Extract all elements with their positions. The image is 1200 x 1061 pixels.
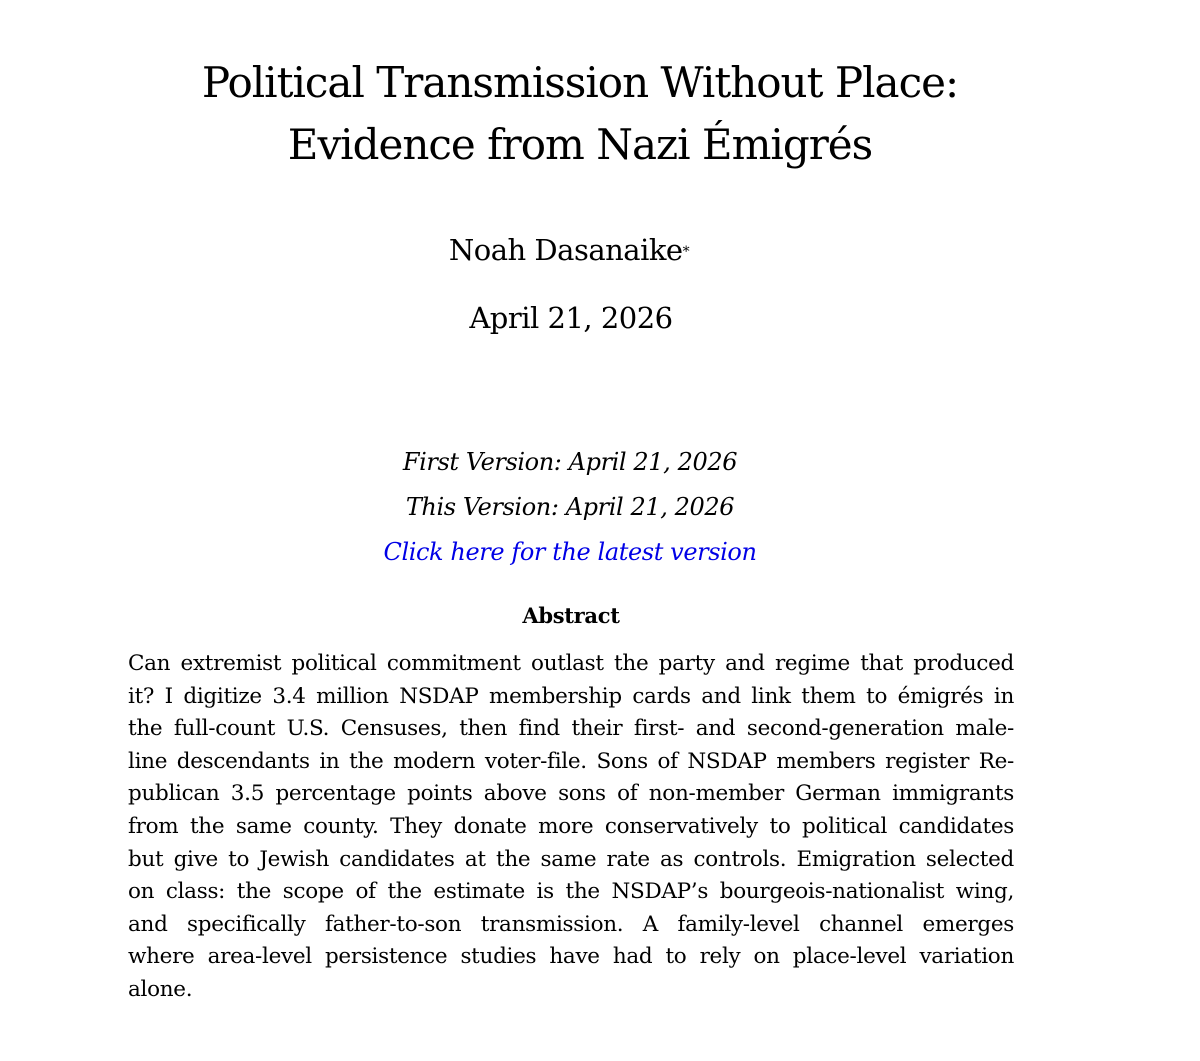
title-line-2: Evidence from Nazi Émigrés <box>287 120 873 169</box>
abstract-line: publican 3.5 percentage points above sons of non-member German immigrants <box>128 781 1014 807</box>
version-info <box>0 440 1140 575</box>
abstract-line: line descendants in the modern voter-file. Sons of NSDAP members register Re- <box>128 748 1014 774</box>
paper-title <box>0 52 1160 176</box>
author-line <box>0 230 1138 270</box>
abstract-line: it? I digitize 3.4 million NSDAP membership cards and link them to émigrés in <box>128 683 1014 709</box>
latest-version-link[interactable]: Click here for the latest version <box>383 538 757 566</box>
abstract-line: Can extremist political commitment outlast the party and regime that produced <box>128 651 1014 676</box>
this-version-text: This Version: April 21, 2026 <box>405 493 735 521</box>
abstract-line: and specifically father-to-son transmission. A family-level channel emerges <box>128 911 1014 937</box>
abstract-line: where area-level persistence studies have had to rely on place-level variation <box>128 944 1014 970</box>
first-version-text: First Version: April 21, 2026 <box>402 448 738 476</box>
abstract-body <box>128 648 1014 1007</box>
author-footnote-mark[interactable]: * <box>682 244 690 260</box>
author-name: Noah Dasanaike <box>448 233 683 267</box>
abstract-line: from the same county. They donate more conservatively to political candidates <box>128 813 1014 839</box>
abstract-line: alone. <box>128 976 193 1002</box>
abstract-heading: Abstract <box>522 603 620 628</box>
abstract-line: the full-count U.S. Censuses, then find their first- and second-generation male- <box>128 716 1014 742</box>
abstract-line: on class: the scope of the estimate is the NSDAP’s bourgeois-nationalist wing, <box>128 879 1014 905</box>
title-line-1: Political Transmission Without Place: <box>201 58 959 107</box>
abstract-line: but give to Jewish candidates at the same rate as controls. Emigration selected <box>128 846 1014 872</box>
paper-date: April 21, 2026 <box>469 301 673 335</box>
